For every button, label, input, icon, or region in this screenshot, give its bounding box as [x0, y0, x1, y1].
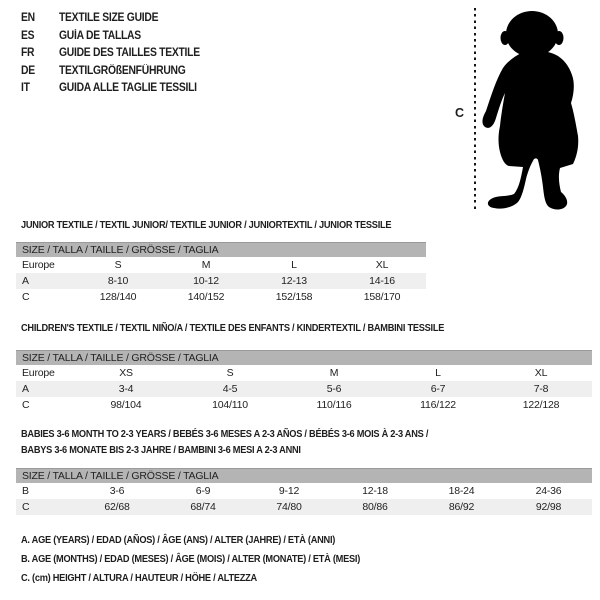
- baby-silhouette-icon: [481, 8, 581, 213]
- cell: 12-18: [362, 485, 388, 497]
- row-label: C: [22, 399, 30, 411]
- table-row: [16, 499, 592, 515]
- cell: 86/92: [418, 499, 505, 515]
- language-row-it: [21, 82, 216, 100]
- babies-table-title: [21, 427, 428, 458]
- cell: 3-6: [109, 485, 125, 497]
- row-label: C: [16, 499, 74, 515]
- row-label: Europe: [22, 259, 55, 271]
- cell: L: [435, 367, 441, 379]
- language-row-es: [21, 30, 216, 48]
- size-header-row: [16, 351, 592, 366]
- table-row: [16, 257, 426, 273]
- language-row-en: [21, 12, 216, 30]
- cell: M: [201, 259, 211, 271]
- table-row: [16, 273, 426, 289]
- guide-title-fr: GUIDE DES TAILLES TEXTILE: [59, 47, 200, 60]
- table-row: [16, 365, 592, 381]
- cell: XL: [375, 259, 389, 271]
- cell: S: [114, 259, 122, 271]
- table-row: [16, 397, 592, 413]
- size-header-cell: SIZE / TALLA / TAILLE / GRÖSSE / TAGLIA: [16, 469, 592, 484]
- size-header-row: [16, 469, 592, 484]
- children-size-table: [16, 350, 592, 413]
- babies-title-line2: BABYS 3-6 MONATE BIS 2-3 JAHRE / BAMBINI 3-6 MESI A 2-3 ANNI: [21, 443, 301, 456]
- language-title-list: [21, 12, 216, 100]
- junior-table-title: JUNIOR TEXTILE / TEXTIL JUNIOR/ TEXTILE JUNIOR / JUNIORTEXTIL / JUNIOR TESSILE: [21, 219, 392, 231]
- language-code: DE: [21, 64, 35, 77]
- height-dotted-line: [474, 8, 476, 212]
- size-header-row: [16, 243, 426, 258]
- cell: L: [291, 259, 297, 271]
- row-label: Europe: [22, 367, 55, 379]
- guide-title-it: GUIDA ALLE TAGLIE TESSILI: [59, 82, 197, 95]
- babies-size-table: [16, 468, 592, 515]
- cell: 140/152: [187, 291, 225, 303]
- language-row-de: [21, 65, 216, 83]
- cell: 74/80: [246, 499, 332, 515]
- cell: 98/104: [110, 399, 142, 411]
- cell: 8-10: [74, 273, 162, 289]
- row-label: A: [16, 381, 74, 397]
- language-code: ES: [21, 29, 35, 42]
- cell: 104/110: [212, 399, 248, 411]
- language-code: EN: [21, 12, 35, 24]
- row-label: B: [22, 485, 29, 497]
- size-header-cell: SIZE / TALLA / TAILLE / GRÖSSE / TAGLIA: [16, 243, 426, 258]
- babies-title-line1: BABIES 3-6 MONTH TO 2-3 YEARS / BEBÉS 3-6 MESES A 2-3 AÑOS / BÉBÉS 3-6 MOIS À 2-3 ANS /: [21, 428, 429, 440]
- cell: 10-12: [162, 273, 250, 289]
- legend-line-a: A. AGE (YEARS) / EDAD (AÑOS) / ÂGE (ANS) / ALTER (JAHRE) / ETÀ (ANNI): [21, 534, 336, 546]
- size-header-cell: SIZE / TALLA / TAILLE / GRÖSSE / TAGLIA: [16, 351, 592, 366]
- children-table-title: CHILDREN'S TEXTILE / TEXTIL NIÑO/A / TEXTILE DES ENFANTS / KINDERTEXTIL / BAMBINI TESSILE: [21, 322, 445, 334]
- height-measure-label: C: [455, 106, 465, 120]
- cell: XS: [119, 367, 133, 379]
- table-row: [16, 381, 592, 397]
- cell: 62/68: [74, 499, 160, 515]
- row-label: A: [16, 273, 74, 289]
- guide-title-en: TEXTILE SIZE GUIDE: [59, 12, 159, 24]
- cell: 110/116: [316, 399, 352, 411]
- cell: 128/140: [99, 291, 137, 303]
- cell: 6-7: [386, 381, 490, 397]
- measurement-legend: [21, 533, 406, 589]
- language-code: IT: [21, 82, 30, 95]
- cell: 14-16: [338, 273, 426, 289]
- junior-size-table: [16, 242, 426, 305]
- cell: 116/122: [420, 399, 456, 411]
- cell: 5-6: [282, 381, 386, 397]
- cell: 3-4: [74, 381, 178, 397]
- legend-line-c: C. (cm) HEIGHT / ALTURA / HAUTEUR / HÖHE / ALTEZZA: [21, 571, 257, 584]
- cell: M: [329, 367, 339, 379]
- cell: 6-9: [195, 485, 211, 497]
- table-row: [16, 289, 426, 305]
- cell: 9-12: [278, 485, 300, 497]
- cell: 80/86: [332, 499, 418, 515]
- cell: 92/98: [505, 499, 592, 515]
- cell: S: [226, 367, 234, 379]
- legend-line-b: B. AGE (MONTHS) / EDAD (MESES) / ÂGE (MOIS) / ALTER (MONATE) / ETÀ (MESI): [21, 552, 361, 565]
- language-code: FR: [21, 47, 35, 60]
- table-row: [16, 483, 592, 499]
- cell: 122/128: [522, 399, 560, 411]
- cell: XL: [534, 367, 548, 379]
- cell: 18-24: [448, 485, 475, 497]
- row-label: C: [22, 291, 30, 303]
- cell: 152/158: [275, 291, 313, 303]
- cell: 7-8: [490, 381, 592, 397]
- cell: 4-5: [178, 381, 282, 397]
- cell: 24-36: [535, 485, 562, 497]
- cell: 12-13: [250, 273, 338, 289]
- cell: 68/74: [160, 499, 246, 515]
- language-row-fr: [21, 47, 216, 65]
- guide-title-de: TEXTILGRÖßENFÜHRUNG: [59, 64, 186, 77]
- cell: 158/170: [363, 291, 401, 303]
- guide-title-es: GUÍA DE TALLAS: [59, 29, 141, 42]
